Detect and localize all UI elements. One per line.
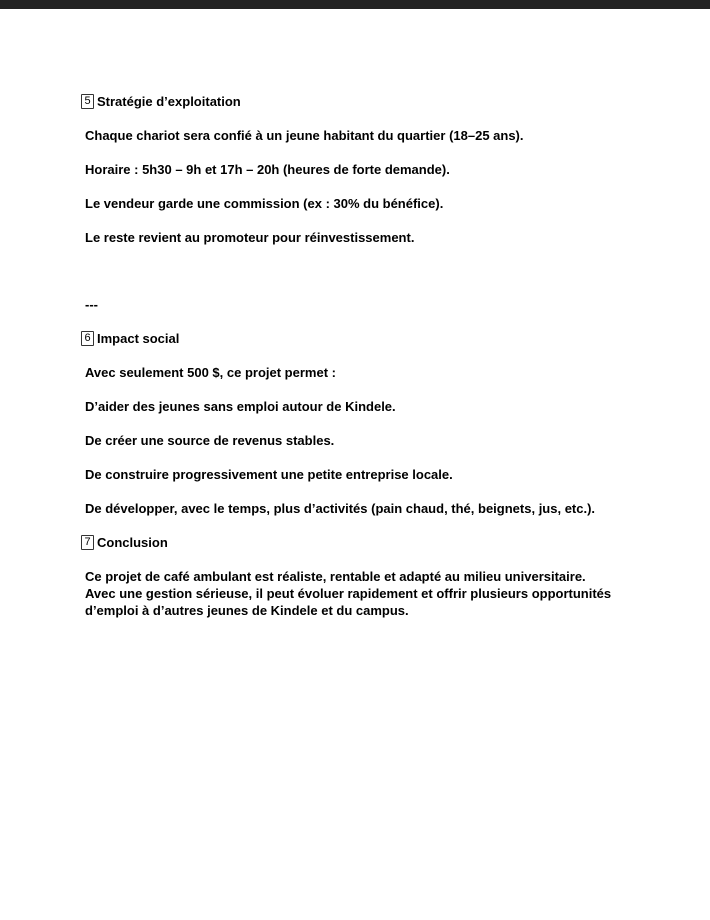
conclusion-line: Ce projet de café ambulant est réaliste, rentable et adapté au milieu universitaire. xyxy=(85,569,586,584)
keycap-6-icon: 6 xyxy=(81,331,94,346)
conclusion-line: Avec une gestion sérieuse, il peut évoluer rapidement et offrir plusieurs opportunités xyxy=(85,586,612,601)
section-6-line: De créer une source de revenus stables. xyxy=(85,433,335,448)
section-7-title: Conclusion xyxy=(97,535,168,550)
section-6-line: De développer, avec le temps, plus d’activités (pain chaud, thé, beignets, jus, etc.). xyxy=(85,501,596,516)
separator: --- xyxy=(85,297,98,312)
section-5-heading xyxy=(81,93,685,110)
section-6-heading xyxy=(81,330,685,347)
section-5-line: Chaque chariot sera confié à un jeune habitant du quartier (18–25 ans). xyxy=(85,128,524,143)
keycap-7-icon: 7 xyxy=(81,535,94,550)
keycap-5-icon: 5 xyxy=(81,94,94,109)
section-6-line: D’aider des jeunes sans emploi autour de Kindele. xyxy=(85,399,396,414)
top-bar xyxy=(0,0,710,9)
section-7-heading xyxy=(81,534,685,551)
section-6-intro: Avec seulement 500 $, ce projet permet : xyxy=(85,365,336,380)
section-5-line: Le reste revient au promoteur pour réinvestissement. xyxy=(85,230,415,245)
document-body xyxy=(85,93,685,619)
section-6-line: De construire progressivement une petite entreprise locale. xyxy=(85,467,453,482)
section-5-title: Stratégie d’exploitation xyxy=(97,94,241,109)
section-5-line: Le vendeur garde une commission (ex : 30% du bénéfice). xyxy=(85,196,444,211)
conclusion-line: d’emploi à d’autres jeunes de Kindele et du campus. xyxy=(85,603,409,618)
section-6-title: Impact social xyxy=(97,331,180,346)
section-5-line: Horaire : 5h30 – 9h et 17h – 20h (heures de forte demande). xyxy=(85,162,450,177)
